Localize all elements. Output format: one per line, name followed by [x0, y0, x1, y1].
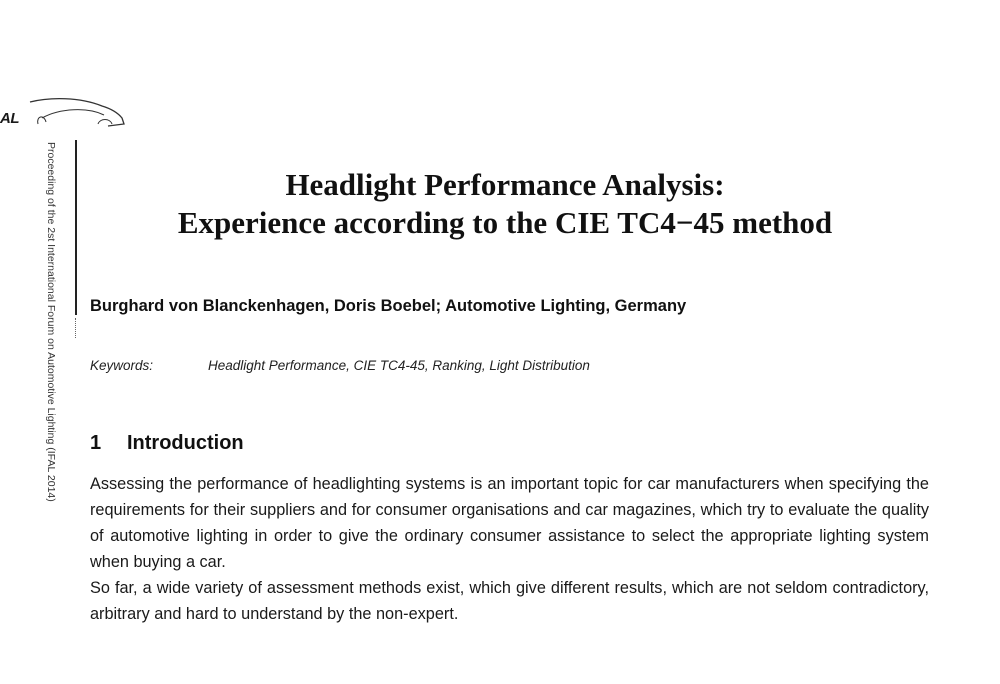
side-note: Proceeding of the 2st International Forum on Automotive Lighting (IFAL 2014): [45, 142, 57, 502]
paragraph: So far, a wide variety of assessment methods exist, which give different results, which are not seldom contradictory, arbitrary and hard to understand by the non-expert.: [90, 579, 929, 623]
keywords-line: [90, 358, 590, 373]
paper-title: [90, 166, 920, 242]
author-line: Burghard von Blanckenhagen, Doris Boebel; Automotive Lighting, Germany: [90, 297, 687, 315]
section-heading: [90, 432, 244, 455]
logo-text: AL: [0, 110, 19, 127]
title-line-2: Experience according to the CIE TC4−45 method: [177, 205, 833, 240]
section-number: 1: [90, 432, 102, 454]
car-silhouette-icon: [0, 96, 130, 132]
keywords-value: Headlight Performance, CIE TC4-45, Ranking, Light Distribution: [208, 358, 590, 373]
margin-dots: [75, 318, 77, 338]
conference-logo: [0, 96, 130, 132]
title-line-1: Headlight Performance Analysis:: [285, 167, 725, 202]
section-title: Introduction: [127, 432, 244, 454]
section-body: [90, 471, 929, 627]
margin-rule: [75, 140, 77, 315]
paragraph: Assessing the performance of headlighting systems is an important topic for car manufacturers when specifying the requirements for their suppliers and for consumer organisations and car magazines, which try to evaluate the quality of automotive lighting in order to give the ordinary consumer assistance to select the appropriate lighting system when buying a car.: [90, 475, 929, 571]
keywords-label: Keywords:: [90, 358, 154, 373]
